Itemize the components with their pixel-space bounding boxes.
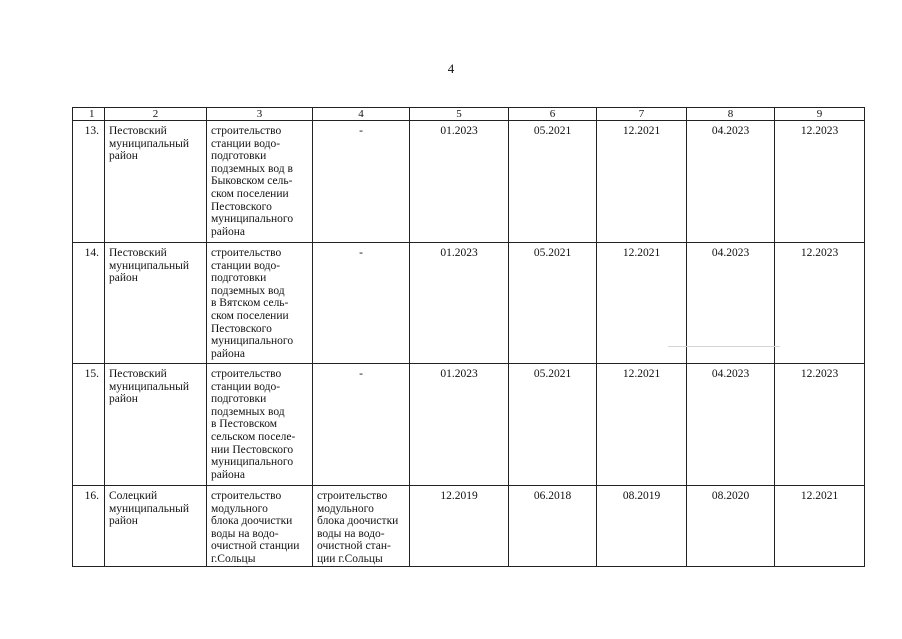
page-number: 4 bbox=[447, 61, 455, 76]
date-cell: 12.2021 bbox=[597, 364, 687, 486]
column-number-header-row bbox=[73, 108, 865, 121]
column-header: 1 bbox=[73, 108, 105, 121]
district-cell: Пестовский муниципальный район bbox=[105, 121, 207, 243]
date-cell: 12.2021 bbox=[597, 121, 687, 243]
date-cell: 12.2023 bbox=[775, 243, 865, 364]
column-header: 7 bbox=[597, 108, 687, 121]
date-cell: 01.2023 bbox=[410, 121, 509, 243]
date-cell: 12.2023 bbox=[775, 364, 865, 486]
date-cell: 05.2021 bbox=[509, 243, 597, 364]
district-cell: Пестовский муниципальный район bbox=[105, 243, 207, 364]
date-cell: 12.2021 bbox=[775, 486, 865, 567]
date-cell: 05.2021 bbox=[509, 364, 597, 486]
date-cell: 04.2023 bbox=[687, 121, 775, 243]
table-row bbox=[73, 121, 865, 243]
column-header: 8 bbox=[687, 108, 775, 121]
date-cell: 05.2021 bbox=[509, 121, 597, 243]
column-header: 2 bbox=[105, 108, 207, 121]
object-description-cell: строительство станции водо- подготовки подземных вод в Быковском сель- ском поселении Пестовского муниципального района bbox=[207, 121, 313, 243]
date-cell: 01.2023 bbox=[410, 243, 509, 364]
column-header: 4 bbox=[313, 108, 410, 121]
column-header: 3 bbox=[207, 108, 313, 121]
object-description-cell: строительство станции водо- подготовки подземных вод в Вятском сель- ском поселении Пестовского муниципального района bbox=[207, 243, 313, 364]
row-number-cell: 13. bbox=[73, 121, 105, 243]
date-cell: 06.2018 bbox=[509, 486, 597, 567]
object-description-cell: строительство модульного блока доочистки воды на водо- очистной станции г.Сольцы bbox=[207, 486, 313, 567]
district-cell: Солецкий муниципальный район bbox=[105, 486, 207, 567]
row-number-cell: 14. bbox=[73, 243, 105, 364]
row-number-cell: 16. bbox=[73, 486, 105, 567]
project-schedule-table bbox=[72, 107, 865, 567]
date-cell: 12.2023 bbox=[775, 121, 865, 243]
date-cell: 08.2019 bbox=[597, 486, 687, 567]
object-description-cell: строительство станции водо- подготовки подземных вод в Пестовском сельском поселе- нии Пестовского муниципального района bbox=[207, 364, 313, 486]
table-row bbox=[73, 486, 865, 567]
date-cell: 12.2019 bbox=[410, 486, 509, 567]
date-cell: 04.2023 bbox=[687, 243, 775, 364]
column-4-cell: - bbox=[313, 121, 410, 243]
column-header: 6 bbox=[509, 108, 597, 121]
date-cell: 01.2023 bbox=[410, 364, 509, 486]
date-cell: 04.2023 bbox=[687, 364, 775, 486]
column-header: 9 bbox=[775, 108, 865, 121]
date-cell: 12.2021 bbox=[597, 243, 687, 364]
column-4-cell: - bbox=[313, 364, 410, 486]
column-header: 5 bbox=[410, 108, 509, 121]
table-row bbox=[73, 364, 865, 486]
scan-artifact-line bbox=[668, 346, 780, 347]
date-cell: 08.2020 bbox=[687, 486, 775, 567]
district-cell: Пестовский муниципальный район bbox=[105, 364, 207, 486]
row-number-cell: 15. bbox=[73, 364, 105, 486]
column-4-cell: - bbox=[313, 243, 410, 364]
column-4-cell: строительство модульного блока доочистки воды на водо- очистной стан- ции г.Сольцы bbox=[313, 486, 410, 567]
